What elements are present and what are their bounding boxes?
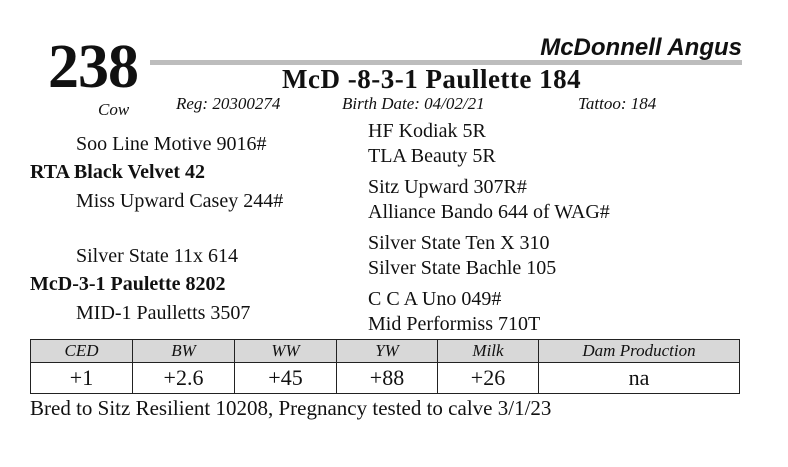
breeder-name: McDonnell Angus: [540, 34, 742, 61]
epd-value-bw: +2.6: [133, 363, 235, 394]
pedigree-right-4: Alliance Bando 644 of WAG#: [368, 201, 610, 223]
epd-value-yw: +88: [337, 363, 438, 394]
epd-header-ced: CED: [31, 340, 133, 363]
epd-value-row: [31, 363, 740, 394]
epd-value-ww: +45: [235, 363, 337, 394]
pedigree-right-7: C C A Uno 049#: [368, 288, 502, 310]
pedigree-right-1: HF Kodiak 5R: [368, 120, 486, 142]
animal-name: McD -8-3-1 Paullette 184: [282, 64, 582, 94]
epd-header-yw: YW: [337, 340, 438, 363]
tattoo: Tattoo: 184: [578, 94, 657, 113]
epd-value-milk: +26: [438, 363, 539, 394]
pedigree-dam: McD-3-1 Paulette 8202: [30, 273, 226, 295]
pedigree-right-2: TLA Beauty 5R: [368, 145, 496, 167]
registration-number: Reg: 20300274: [176, 94, 281, 113]
pedigree-right-6: Silver State Bachle 105: [368, 257, 557, 279]
epd-header-row: [31, 340, 740, 363]
footer-note: Bred to Sitz Resilient 10208, Pregnancy tested to calve 3/1/23: [30, 396, 552, 420]
pedigree-right-5: Silver State Ten X 310: [368, 232, 550, 254]
pedigree-sire-dam: Miss Upward Casey 244#: [76, 190, 284, 212]
epd-header-ww: WW: [235, 340, 337, 363]
epd-header-bw: BW: [133, 340, 235, 363]
pedigree-dam-sire: Silver State 11x 614: [76, 245, 239, 267]
epd-value-dam-production: na: [539, 363, 740, 394]
pedigree-sire-sire: Soo Line Motive 9016#: [76, 133, 267, 155]
pedigree-right-8: Mid Performiss 710T: [368, 313, 541, 335]
pedigree-sire: RTA Black Velvet 42: [30, 161, 206, 183]
epd-header-milk: Milk: [438, 340, 539, 363]
birth-date: Birth Date: 04/02/21: [342, 94, 485, 113]
epd-table: [30, 339, 740, 394]
epd-value-ced: +1: [31, 363, 133, 394]
animal-sex: Cow: [98, 100, 130, 119]
pedigree-right-3: Sitz Upward 307R#: [368, 176, 527, 198]
lot-number: 238: [48, 33, 138, 101]
pedigree-dam-dam: MID-1 Paulletts 3507: [76, 302, 251, 324]
epd-header-dam-production: Dam Production: [539, 340, 740, 363]
